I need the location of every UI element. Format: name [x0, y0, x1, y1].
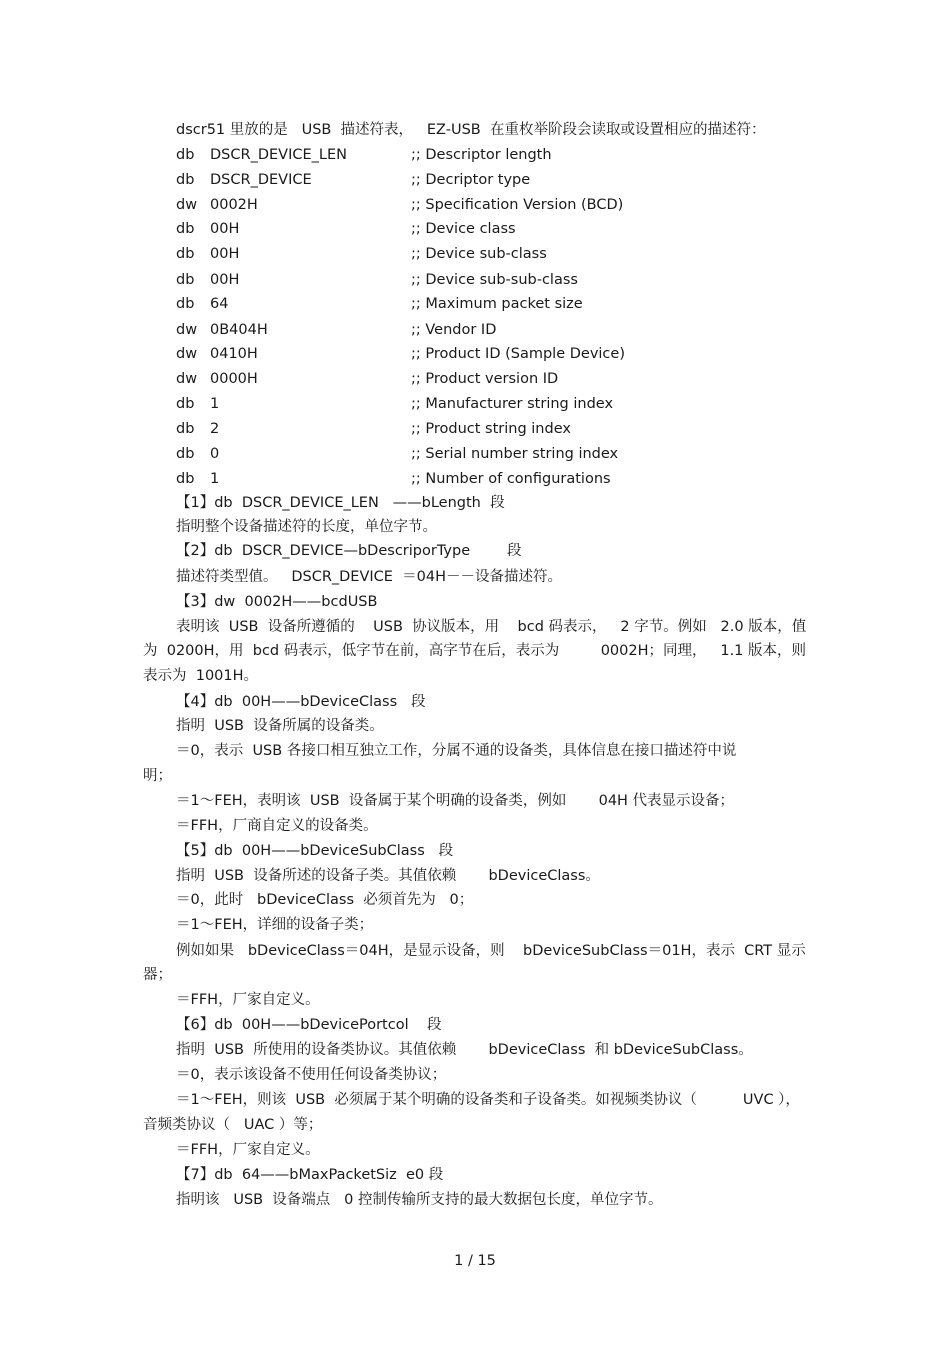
section-heading: 【5】db 00H——bDeviceSubClass 段 [176, 843, 454, 859]
paragraph-line: 例如如果 bDeviceClass＝04H，是显示设备，则 bDeviceSubClass＝01H，表示 CRT 显示 [176, 943, 806, 959]
paragraph-line: 器； [143, 967, 172, 983]
paragraph-line: ＝1～FEH，则该 USB 必须属于某个明确的设备类和子设备类。如视频类协议（ UVC ）， [176, 1092, 800, 1108]
paragraph-line: 指明 USB 所使用的设备类协议。其值依赖 bDeviceClass 和 bDeviceSubClass。 [176, 1042, 753, 1058]
paragraph-line: 表明该 USB 设备所遵循的 USB 协议版本，用 bcd 码表示， 2 字节。例如 2.0 版本，值 [176, 619, 807, 635]
paragraph-line: 为 0200H，用 bcd 码表示，低字节在前，高字节在后，表示为 0002H；同理， 1.1 版本，则 [143, 643, 807, 659]
intro-line: dscr51 里放的是 USB 描述符表， EZ-USB 在重枚举阶段会读取或设置相应的描述符： [176, 122, 766, 138]
paragraph-line: 描述符类型值。 DSCR_DEVICE ＝04H－－设备描述符。 [176, 569, 563, 585]
section-heading: 【3】dw 0002H——bcdUSB [176, 594, 378, 610]
paragraph-line: 表示为 1001H。 [143, 668, 259, 684]
document-page: dscr51 里放的是 USB 描述符表， EZ-USB 在重枚举阶段会读取或设置相应的描述符： db DSCR_DEVICE_LEN ;; Descriptor length db DSCR_DEVICE ;; Decriptor type dw 0002H ;; Specification Version (BCD) db 00H ;; Device class db 00H ;; Device sub-class db 00H ;; Device sub-sub-class db 64 ;; Maximum packet size dw 0B404H ;; Vendor ID dw 0410H ;; Product ID (Sample Device) dw 0000H ;; Product version ID db 1 ;; Manufacturer string index db 2 ;; Product string index db 0 ;; Serial number string index db 1 ;; Number of configurations 【1】db DSCR_DEVICE_LEN ——bLength 段 指明整个设备描述符的长度，单位字节。 【2】db DSCR_DEVICE—bDescriporType 段 描述符类型值。 DSCR_DEVICE ＝04H－－设备描述符。 【3】dw 0002H——bcdUSB 表明该 USB 设备所遵循的 USB 协议版本，用 bcd 码表示， 2 字节。例如 2.0 版本，值 为 0200H，用 bcd 码表示，低字节在前，高字节在后，表示为 0002H；同理， 1.1 版本，则 表示为 1001H。 【4】db 00H——bDeviceClass 段 指明 USB 设备所属的设备类。 ＝0，表示 USB 各接口相互独立工作，分属不通的设备类，具体信息在接口描述符中说 明； ＝1～FEH，表明该 USB 设备属于某个明确的设备类，例如 04H 代表显示设备； ＝FFH，厂商自定义的设备类。 【5】db 00H——bDeviceSubClass 段 指明 USB 设备所述的设备子类。其值依赖 bDeviceClass。 ＝0，此时 bDeviceClass 必须首先为 0； ＝1～FEH，详细的设备子类； 例如如果 bDeviceClass＝04H，是显示设备，则 bDeviceSubClass＝01H，表示 CRT 显示 器； ＝FFH，厂家自定义。 【6】db 00H——bDevicePortcol 段 指明 USB 所使用的设备类协议。其值依赖 bDeviceClass 和 bDeviceSubClass。 ＝0，表示该设备不使用任何设备类协议； ＝1～FEH，则该 USB 必须属于某个明确的设备类和子设备类。如视频类协议（ UVC ）， 音频类协议（ UAC ）等； ＝FFH，厂家自定义。 【7】db 64——bMaxPacketSiz e0 段 指明该 USB 设备端点 0 控制传输所支持的最大数据包长度，单位字节。 1 / 15 [0, 0, 950, 1345]
paragraph-line: ＝0，表示 USB 各接口相互独立工作，分属不通的设备类，具体信息在接口描述符中说 [176, 743, 737, 759]
current-page: 1 [454, 1253, 464, 1269]
paragraph-line: ＝1～FEH，详细的设备子类； [176, 917, 374, 933]
paragraph-line: 指明整个设备描述符的长度，单位字节。 [176, 519, 437, 535]
paragraph-line: ＝FFH，厂家自定义。 [176, 992, 320, 1008]
total-pages: 15 [477, 1253, 496, 1269]
section-heading: 【6】db 00H——bDevicePortcol 段 [176, 1017, 442, 1033]
section-heading: 【4】db 00H——bDeviceClass 段 [176, 694, 426, 710]
page-number [0, 1251, 950, 1271]
paragraph-line: ＝FFH，厂家自定义。 [176, 1142, 320, 1158]
paragraph-line: ＝FFH，厂商自定义的设备类。 [176, 818, 378, 834]
paragraph-line: 明； [143, 768, 172, 784]
paragraph-line: ＝0，表示该设备不使用任何设备类协议； [176, 1067, 447, 1083]
paragraph-line: ＝0，此时 bDeviceClass 必须首先为 0； [176, 892, 474, 908]
section-heading: 【1】db DSCR_DEVICE_LEN ——bLength 段 [176, 495, 505, 511]
paragraph-line: 音频类协议（ UAC ）等； [143, 1117, 323, 1133]
section-heading: 【7】db 64——bMaxPacketSiz e0 段 [176, 1167, 444, 1183]
paragraph-line: 指明 USB 设备所属的设备类。 [176, 718, 384, 734]
paragraph-line: 指明该 USB 设备端点 0 控制传输所支持的最大数据包长度，单位字节。 [176, 1192, 663, 1208]
paragraph-line: 指明 USB 设备所述的设备子类。其值依赖 bDeviceClass。 [176, 868, 600, 884]
page-separator: / [467, 1253, 473, 1269]
section-heading: 【2】db DSCR_DEVICE—bDescriporType 段 [176, 543, 522, 559]
paragraph-line: ＝1～FEH，表明该 USB 设备属于某个明确的设备类，例如 04H 代表显示设备； [176, 793, 735, 809]
